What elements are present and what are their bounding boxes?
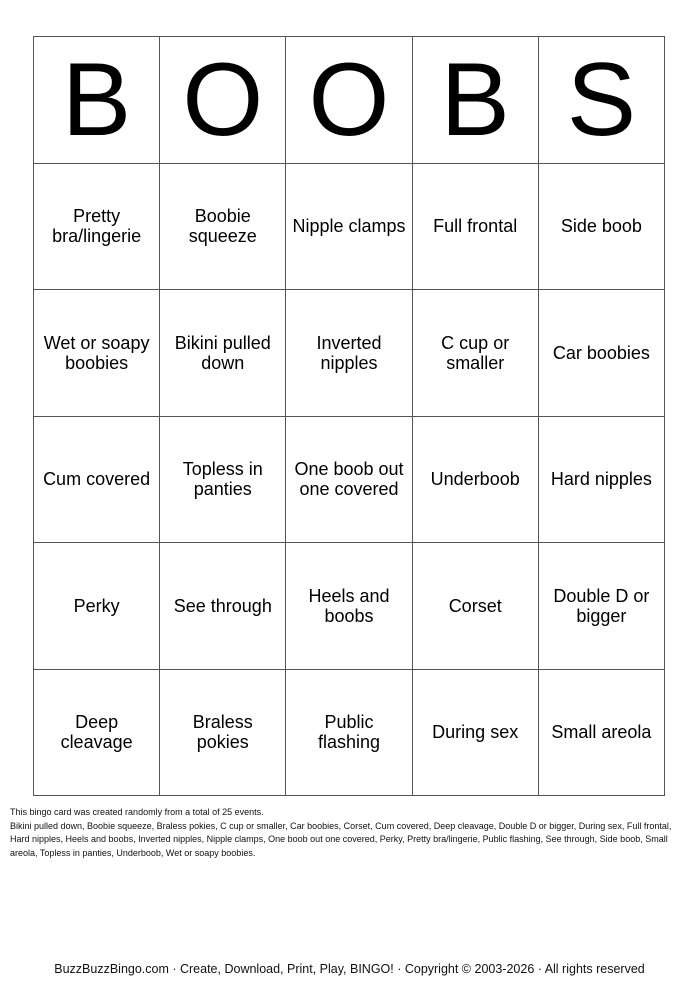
header-letter-o: O <box>286 37 412 164</box>
bingo-square: Full frontal <box>413 164 539 291</box>
bingo-square: During sex <box>413 670 539 797</box>
bingo-square: Side boob <box>539 164 665 291</box>
bingo-square: Nipple clamps <box>286 164 412 291</box>
bingo-square: Wet or soapy boobies <box>34 290 160 417</box>
bingo-square: Cum covered <box>34 417 160 544</box>
header-letter-s: S <box>539 37 665 164</box>
bingo-square: Hard nipples <box>539 417 665 544</box>
bingo-square: Double D or bigger <box>539 543 665 670</box>
bingo-square: Car boobies <box>539 290 665 417</box>
bingo-square: Bikini pulled down <box>160 290 286 417</box>
bingo-square: Heels and boobs <box>286 543 412 670</box>
bingo-square: Topless in panties <box>160 417 286 544</box>
header-letter-o: O <box>160 37 286 164</box>
bingo-square: One boob out one covered <box>286 417 412 544</box>
bingo-square: Underboob <box>413 417 539 544</box>
event-list-note <box>10 806 686 860</box>
header-letter-b: B <box>34 37 160 164</box>
bingo-square: Corset <box>413 543 539 670</box>
bingo-card <box>33 36 665 796</box>
bingo-square: C cup or smaller <box>413 290 539 417</box>
note-event-list: Bikini pulled down, Boobie squeeze, Braless pokies, C cup or smaller, Car boobies, Corset, Cum covered, Deep cleavage, Double D or bigger, During sex, Full frontal, Hard nipples, Heels and boobs, Inverted nipples, Nipple clamps, One boob out one covered, Perky, Pretty bra/lingerie, Public flashing, See through, Side boob, Small areola, Topless in panties, Underboob, Wet or soapy boobies. <box>10 820 672 858</box>
note-intro: This bingo card was created randomly from a total of 25 events. <box>10 807 264 817</box>
bingo-square: Small areola <box>539 670 665 797</box>
bingo-square: Pretty bra/lingerie <box>34 164 160 291</box>
site-footer: BuzzBuzzBingo.com · Create, Download, Print, Play, BINGO! · Copyright © 2003-2026 · All rights reserved <box>54 962 645 976</box>
bingo-square: Perky <box>34 543 160 670</box>
header-letter-b: B <box>413 37 539 164</box>
bingo-square: Public flashing <box>286 670 412 797</box>
bingo-square: Braless pokies <box>160 670 286 797</box>
bingo-square: See through <box>160 543 286 670</box>
bingo-square: Deep cleavage <box>34 670 160 797</box>
bingo-square: Boobie squeeze <box>160 164 286 291</box>
bingo-square: Inverted nipples <box>286 290 412 417</box>
